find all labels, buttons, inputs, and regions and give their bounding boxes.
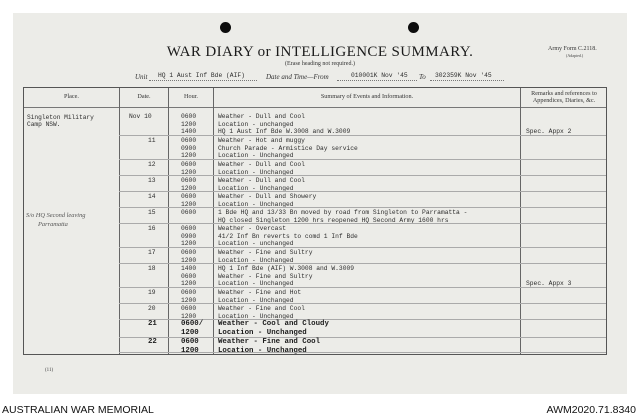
row-event: Location - Unchanged — [218, 256, 294, 264]
row-hour: 1200 — [181, 312, 197, 320]
row-separator — [119, 159, 606, 160]
row-event: HQ 1 Inf Bde (AIF) W.3008 and W.3009 — [218, 265, 355, 272]
army-form-note: (Adapted.) — [566, 53, 584, 58]
row-event: Location - Unchanged — [218, 280, 294, 288]
page-subtitle: (Erase heading not required.) — [285, 61, 355, 67]
row-date: 12 — [148, 161, 156, 168]
row-event: Weather - Dull and Cool — [218, 113, 305, 120]
row-hour: 1200 — [181, 347, 199, 355]
place-line-1: Singleton Military — [27, 114, 94, 121]
row-event: Location - Unchanged — [218, 296, 294, 304]
row-event: HQ 1 Aust Inf Bde W.3008 and W.3009 — [218, 128, 351, 136]
row-event: Church Parade - Armistice Day service — [218, 144, 358, 152]
row-event: Weather - Fine and Sultry — [218, 249, 313, 256]
row-event: Location - Unchanged — [218, 329, 307, 337]
row-hour: 0600 — [181, 249, 197, 256]
col-rule-summary — [520, 88, 521, 354]
col-header-place: Place. — [64, 93, 79, 100]
row-event: Weather - Fine and Hot — [218, 289, 302, 296]
row-remarks: Spec. Appx 3 — [526, 280, 572, 288]
row-hour: 0600 — [181, 137, 197, 144]
row-event: Weather - Dull and Cool — [218, 161, 305, 168]
punch-hole-right — [408, 22, 419, 33]
row-hour: 0600 — [181, 209, 197, 216]
row-event: Location - Unchanged — [218, 168, 294, 176]
row-hour: 0600 — [181, 193, 197, 200]
col-header-remarks: Remarks and references to Appendices, Diaries, &c. — [531, 90, 597, 104]
from-dotline — [337, 80, 417, 81]
row-event: Weather - Dull and Showery — [218, 193, 317, 200]
row-date: 21 — [148, 320, 157, 328]
row-date: 13 — [148, 177, 156, 184]
handwritten-note-line-2: Parramatta — [38, 221, 68, 228]
row-hour: 1200 — [181, 296, 197, 304]
row-date: 18 — [148, 265, 156, 272]
col-rule-hour — [213, 88, 214, 354]
row-event: Weather - Overcast — [218, 225, 287, 232]
row-event: 1 Bde HQ and 13/33 Bn moved by road from Singleton to Parramatta - — [218, 209, 468, 216]
row-date: 16 — [148, 225, 156, 232]
row-hour: 0600 — [181, 225, 197, 232]
date-time-label: Date and Time—From — [266, 73, 329, 81]
row-hour: 1200 — [181, 184, 197, 192]
row-hour: 1200 — [181, 152, 197, 160]
archive-credit: AUSTRALIAN WAR MEMORIAL — [2, 404, 154, 416]
handwritten-note-line-1: S/o HQ Second leaving — [26, 212, 86, 219]
row-event: Location - Unchanged — [218, 347, 307, 355]
row-event: Weather - Fine and Cool — [218, 305, 305, 312]
row-event: Location - unchanged — [218, 120, 294, 128]
row-hour: 1400 — [181, 265, 197, 272]
unit-dotline — [149, 80, 257, 81]
row-hour: 1200 — [181, 200, 197, 208]
diary-table — [23, 87, 607, 355]
row-event: Weather - Fine and Sultry — [218, 272, 313, 280]
place-line-2: Camp NSW. — [27, 121, 61, 128]
row-hour: 0900 — [181, 144, 197, 152]
row-hour: 1200 — [181, 280, 197, 288]
row-hour: 0600 — [181, 305, 197, 312]
row-hour: 0600/ — [181, 320, 204, 328]
unit-value: HQ 1 Aust Inf Bde (AIF) — [158, 72, 245, 79]
row-hour: 1400 — [181, 128, 197, 136]
row-event: Location - Unchanged — [218, 312, 294, 320]
to-dotline — [430, 80, 504, 81]
row-date: 11 — [148, 137, 156, 144]
from-value: 010001K Nov '45 — [351, 72, 408, 79]
col-header-date: Date. — [137, 93, 151, 100]
row-hour: 0600 — [181, 338, 199, 346]
row-hour: 0600 — [181, 161, 197, 168]
row-separator — [119, 287, 606, 288]
row-hour: 1200 — [181, 329, 199, 337]
row-hour: 1200 — [181, 120, 197, 128]
row-hour: 0600 — [181, 177, 197, 184]
row-event: Weather - Hot and muggy — [218, 137, 305, 144]
row-separator — [119, 191, 606, 192]
row-event: HQ closed Singleton 1200 hrs reopened HQ Second Army 1600 hrs — [218, 216, 449, 224]
row-separator — [119, 247, 606, 248]
row-separator — [119, 303, 606, 304]
punch-hole-left — [220, 22, 231, 33]
row-separator — [119, 135, 606, 136]
row-hour: 1200 — [181, 256, 197, 264]
row-hour: 0600 — [181, 113, 197, 120]
row-hour: 0900 — [181, 232, 197, 240]
to-label: To — [419, 73, 426, 81]
col-rule-date — [168, 88, 169, 354]
row-date: 22 — [148, 338, 157, 346]
page-title: WAR DIARY or INTELLIGENCE SUMMARY. — [166, 44, 474, 60]
row-date: 19 — [148, 289, 156, 296]
col-rule-place — [119, 88, 120, 354]
row-separator — [119, 175, 606, 176]
row-date: Nov 10 — [129, 113, 152, 120]
row-separator — [119, 263, 606, 264]
army-form-number: Army Form C.2118. — [548, 46, 597, 52]
row-event: Weather - Dull and Cool — [218, 177, 305, 184]
row-event: Location - Unchanged — [218, 184, 294, 192]
row-separator — [119, 223, 606, 224]
row-hour: 0600 — [181, 272, 197, 280]
to-value: 302359K Nov '45 — [435, 72, 492, 79]
form-number: (11) — [45, 368, 54, 373]
row-date: 14 — [148, 193, 156, 200]
row-date: 15 — [148, 209, 156, 216]
unit-label: Unit — [135, 73, 148, 81]
row-hour: 1200 — [181, 168, 197, 176]
row-event: Location - Unchanged — [218, 152, 294, 160]
row-date: 17 — [148, 249, 156, 256]
row-event: Weather - Fine and Cool — [218, 338, 321, 346]
row-event: Location - unchanged — [218, 240, 294, 248]
row-event: Weather - Cool and Cloudy — [218, 320, 329, 328]
archive-reference: AWM2020.71.8340 — [546, 404, 636, 416]
header-rule — [24, 107, 606, 108]
row-separator — [119, 207, 606, 208]
row-event: Location - Unchanged — [218, 200, 294, 208]
row-hour: 1200 — [181, 240, 197, 248]
row-event: 41/2 Inf Bn reverts to comd 1 Inf Bde — [218, 232, 358, 240]
row-separator — [119, 352, 606, 353]
col-header-hour: Hour. — [184, 93, 198, 100]
row-hour: 0600 — [181, 289, 197, 296]
row-remarks: Spec. Appx 2 — [526, 128, 572, 136]
col-header-summary: Summary of Events and Information. — [320, 93, 414, 100]
row-date: 20 — [148, 305, 156, 312]
